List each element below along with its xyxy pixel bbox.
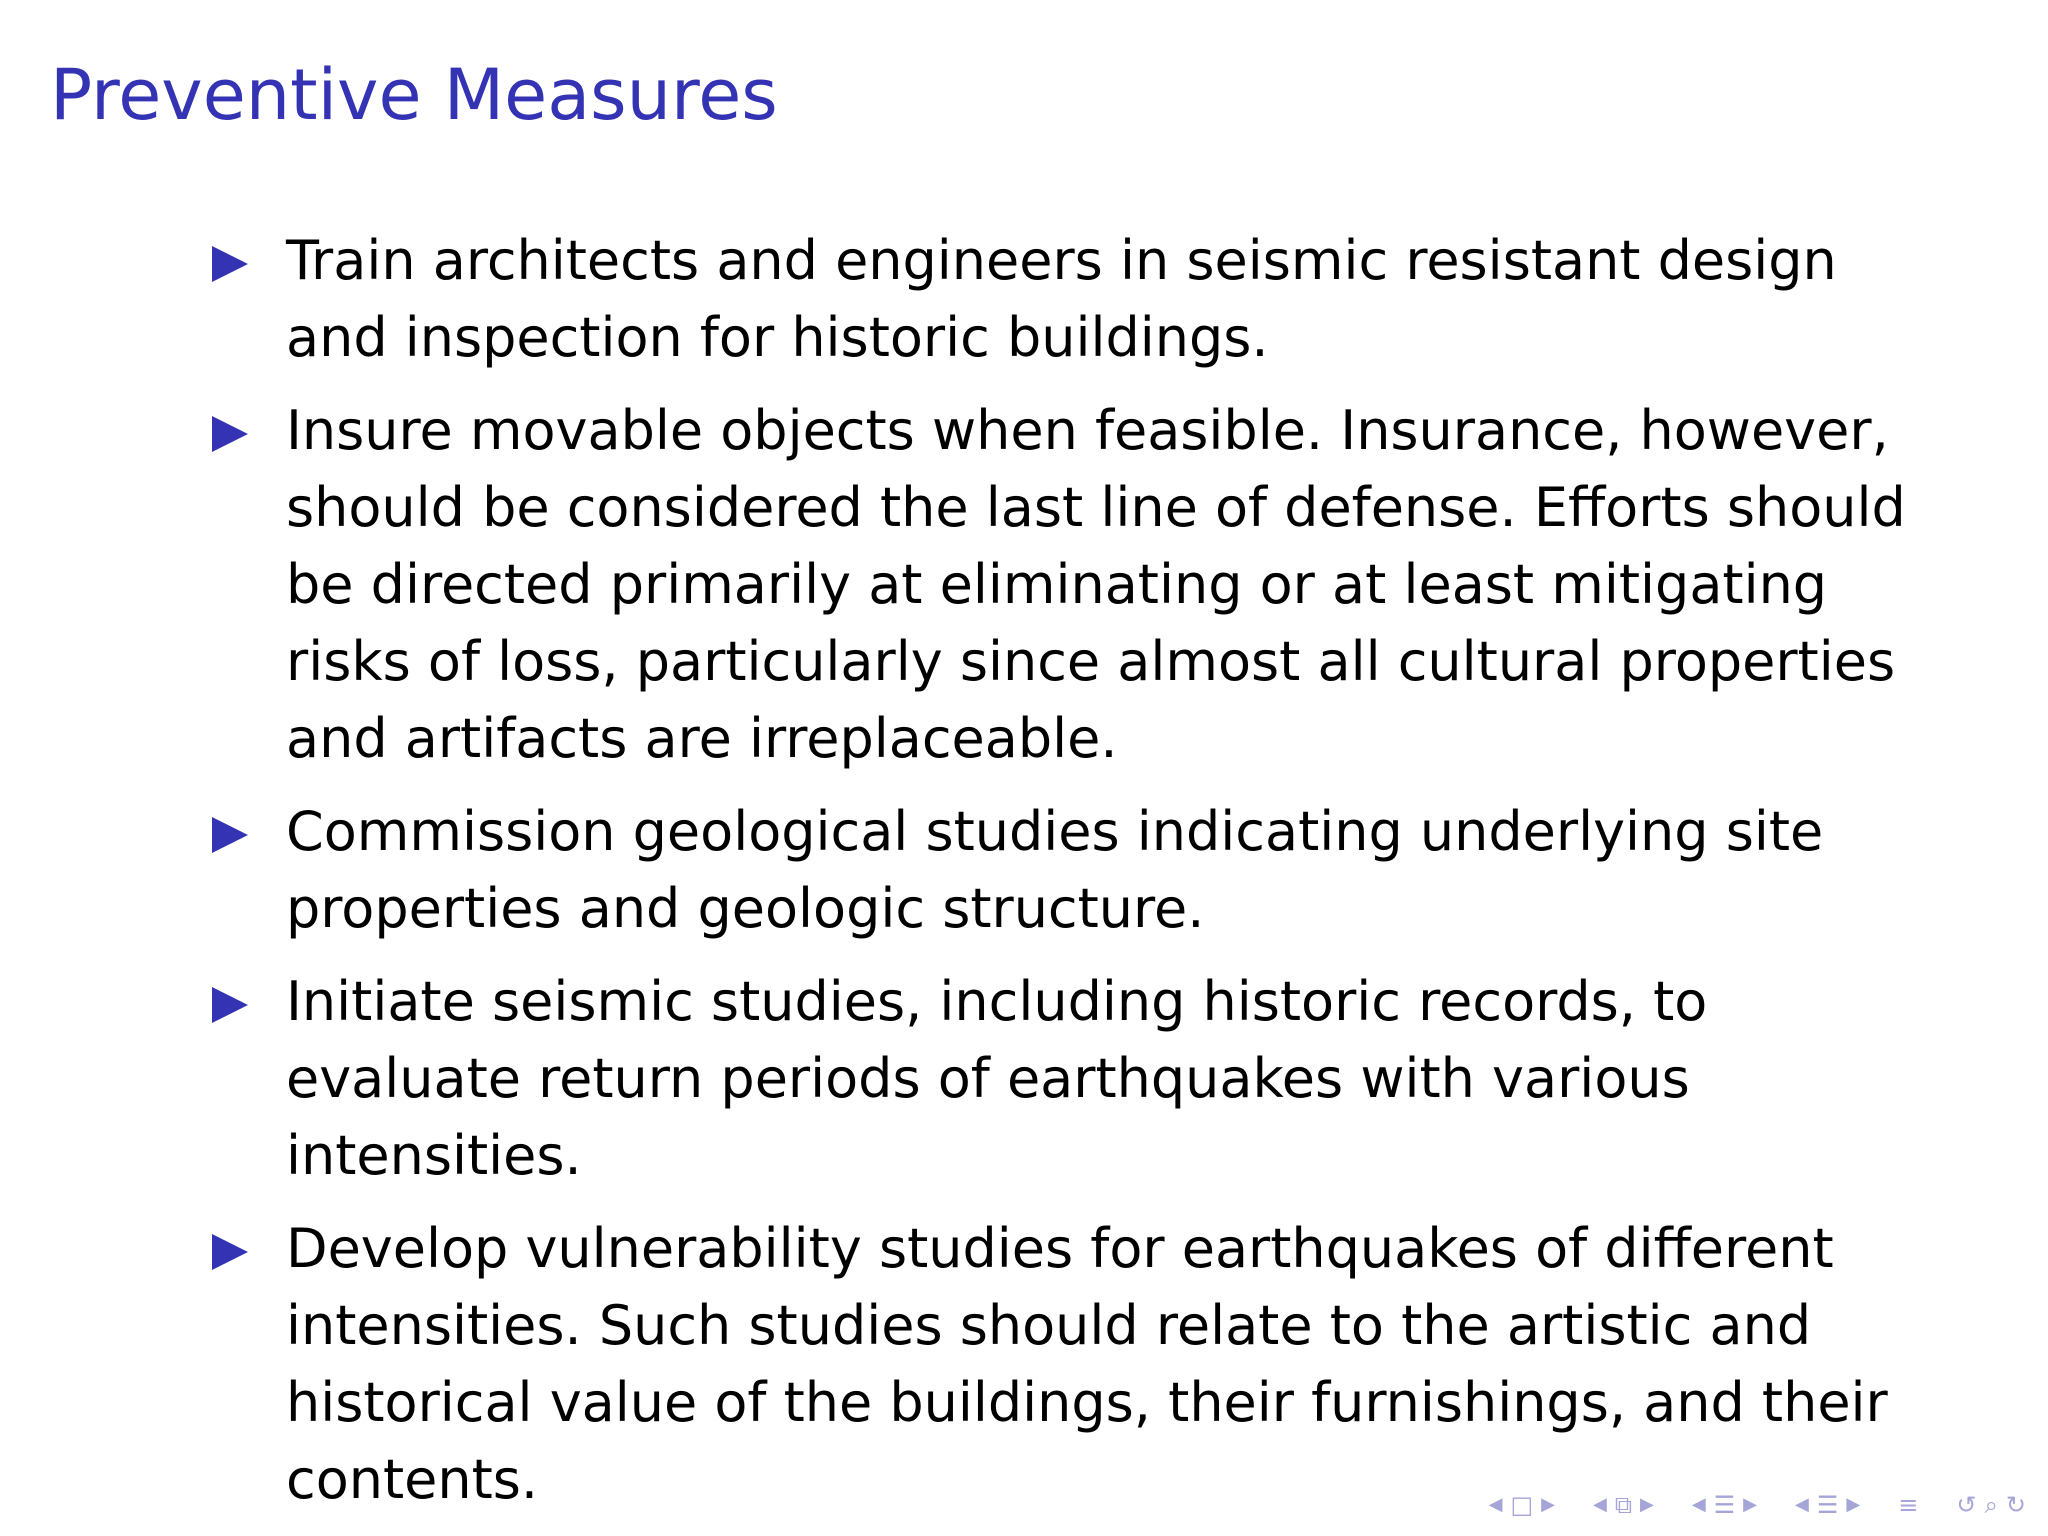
next-subsection-arrow-icon[interactable]: ▶ bbox=[1846, 1494, 1861, 1515]
search-nav-group bbox=[1952, 1488, 2030, 1522]
bullet-text: Train architects and engineers in seismic resistant design and inspection for historic buildings. bbox=[286, 229, 1837, 369]
prev-slide-arrow-icon[interactable]: ◀ bbox=[1488, 1494, 1503, 1515]
list-item bbox=[210, 793, 1910, 947]
prev-frame-arrow-icon[interactable]: ◀ bbox=[1592, 1494, 1607, 1515]
prev-subsection-arrow-icon[interactable]: ◀ bbox=[1795, 1494, 1809, 1515]
undo-icon[interactable]: ↺ bbox=[1956, 1491, 1977, 1519]
bullet-text: Commission geological studies indicating underlying site properties and geologic structure. bbox=[286, 800, 1824, 940]
bullet-list bbox=[210, 222, 1910, 1534]
section-nav-group bbox=[1688, 1488, 1761, 1522]
bullet-text: Develop vulnerability studies for earthquakes of different intensities. Such studies should relate to the artistic and historical value of the buildings, their furnishings, and their contents. bbox=[286, 1217, 1888, 1511]
next-section-arrow-icon[interactable]: ▶ bbox=[1743, 1494, 1758, 1515]
slide-title: Preventive Measures bbox=[50, 54, 778, 136]
prev-section-arrow-icon[interactable]: ◀ bbox=[1691, 1494, 1706, 1515]
list-item bbox=[210, 1210, 1910, 1518]
frame-nav-group bbox=[1589, 1488, 1658, 1522]
redo-icon[interactable]: ↻ bbox=[2005, 1491, 2026, 1519]
subsection-nav-group bbox=[1791, 1488, 1864, 1522]
appendix-icon[interactable]: ≡ bbox=[1898, 1491, 1919, 1519]
triangle-bullet-icon bbox=[210, 1232, 250, 1272]
section-icon[interactable]: ☰ bbox=[1713, 1491, 1736, 1519]
slide-nav-group bbox=[1485, 1488, 1559, 1522]
next-slide-arrow-icon[interactable]: ▶ bbox=[1541, 1494, 1555, 1515]
list-item bbox=[210, 222, 1910, 376]
list-item bbox=[210, 392, 1910, 777]
bullet-text: Initiate seismic studies, including historic records, to evaluate return periods of earthquakes with various intensities. bbox=[286, 970, 1708, 1187]
triangle-bullet-icon bbox=[210, 414, 250, 454]
beamer-navigation-bar bbox=[1455, 1488, 2030, 1522]
subsection-icon[interactable]: ☰ bbox=[1816, 1491, 1839, 1519]
next-frame-arrow-icon[interactable]: ▶ bbox=[1639, 1494, 1654, 1515]
bullet-text: Insure movable objects when feasible. Insurance, however, should be considered the last line of defense. Efforts should be directed primarily at eliminating or at least mitigating risks of loss, particularly since almost all cultural properties and artifacts are irreplaceable. bbox=[286, 399, 1906, 770]
slide-icon[interactable]: □ bbox=[1510, 1491, 1534, 1519]
triangle-bullet-icon bbox=[210, 815, 250, 855]
triangle-bullet-icon bbox=[210, 244, 250, 284]
appendix-nav-group bbox=[1894, 1488, 1922, 1522]
search-icon[interactable]: ⌕ bbox=[1984, 1491, 1998, 1519]
triangle-bullet-icon bbox=[210, 985, 250, 1025]
list-item bbox=[210, 963, 1910, 1194]
frame-icon[interactable]: ⧉ bbox=[1614, 1491, 1632, 1519]
